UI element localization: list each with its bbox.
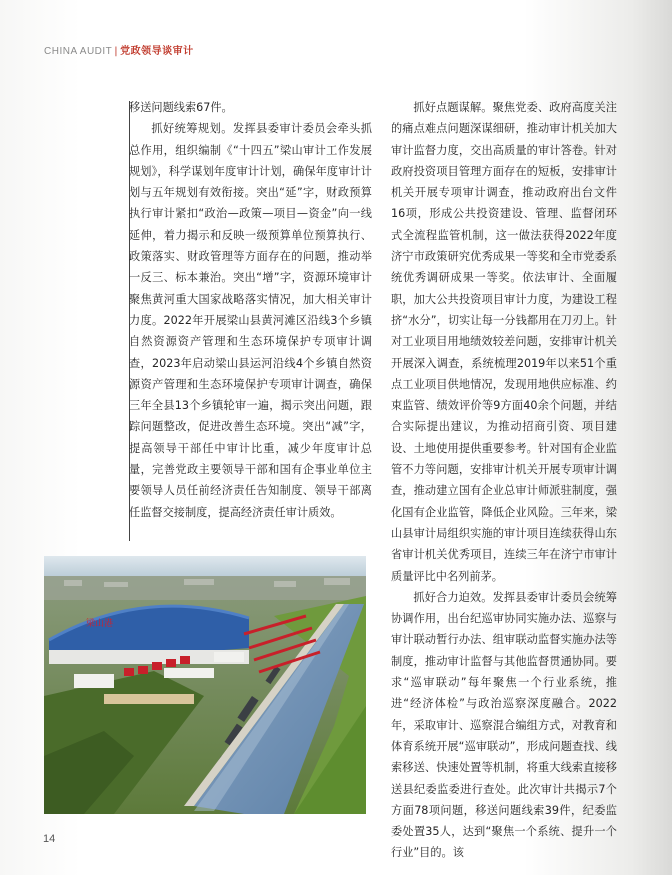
port-sign-text: 梁山港: [86, 619, 114, 629]
port-aerial-photo: [44, 556, 366, 814]
paragraph: 抓好点题谋解。聚焦党委、政府高度关注的痛点难点问题深谋细研，推动审计机关加大审计监督力度，交出高质量的审计答卷。针对政府投资项目管理方面存在的短板，安排审计机关开展专项审计调查，推动政府出台文件16项，形成公共投资建设、管理、监督闭环式全流程监管机制，这一做法获得2022年度济宁市政策研究优秀成果一等奖和全市党委系统优秀调研成果一等奖。依法审计、全面履职，加大公共投资项目审计力度，为建设工程挤“水分”，切实让每一分钱都用在刀刃上。针对工业项目用地绩效较差问题，安排审计机关开展深入调查，系统梳理2019年以来51个重点工业项目供地情况，发现用地供应标准、约束监管、绩效评价等9方面40余个问题，并结合实际提出建议，为推动招商引资、项目建设、土地使用提供重要参考。针对国有企业监管不力等问题，安排审计机关开展专项审计调查，推动建立国有企业总审计师派驻制度，强化国有企业监管，降低企业风险。三年来，梁山县审计局组织实施的审计项目连续获得山东省审计机关优秀项目，连续三年在济宁市审计质量评比中名列前茅。: [391, 101, 617, 583]
paragraph: 抓好合力迫效。发挥县委审计委员会统筹协调作用，出台纪巡审协同实施办法、巡察与审计联动暂行办法、组审联动监督实施办法等制度，推动审计监督与其他监督贯通协同。要求“巡审联动”每年聚焦一个行业系统，推进“经济体检”与政治巡察深度融合。2022年，采取审计、巡察混合编组方式，对教育和体育系统开展“巡审联动”，形成问题查找、线索移送、快速处置等机制，将重大线索直接移送县纪委监委进行查处。此次审计共揭示7个方面78项问题，移送问题线索39件，纪委监委处置35人，达到“聚焦一个系统、提升一个行业”目的。该: [391, 590, 617, 860]
page-number: 14: [43, 833, 56, 845]
paragraph: 移送问题线索67件。: [129, 101, 233, 114]
running-header: [44, 42, 194, 57]
paragraph: 抓好统筹规划。发挥县委审计委员会牵头抓总作用，组织编制《“十四五”梁山审计工作发展规划》，科学谋划年度审计计划，确保年度审计计划与五年规划有效衔接。突出“延”字，财政预算执行审计紧扣“政治—政策—项目—资金”向一线延伸，着力揭示和反映一级预算单位预算执行、政策落实、财政管理等方面存在的问题，推动举一反三、标本兼治。突出“增”字，资源环境审计聚焦黄河重大国家战略落实情况，加大相关审计力度。2022年开展梁山县黄河滩区沿线3个乡镇自然资源资产管理和生态环境保护专项审计调查，2023年启动梁山县运河沿线4个乡镇自然资源资产管理和生态环境保护专项审计调查，确保三年全县13个乡镇轮审一遍，揭示突出问题，跟踪问题整改，促进改善生态环境。突出“减”字，提高领导干部任中审计比重，减少年度审计总量，完善党政主要领导干部和国有企事业单位主要领导人员任前经济责任告知制度、领导干部离任监督交接制度，提高经济责任审计质效。: [129, 122, 372, 519]
right-text-column: [391, 97, 617, 864]
port-aerial-illustration: [44, 556, 366, 814]
header-separator: |: [114, 46, 119, 57]
left-text-column: [129, 97, 372, 523]
column-name: 党政领导谈审计: [120, 46, 194, 57]
magazine-name: CHINA AUDIT: [44, 46, 113, 57]
